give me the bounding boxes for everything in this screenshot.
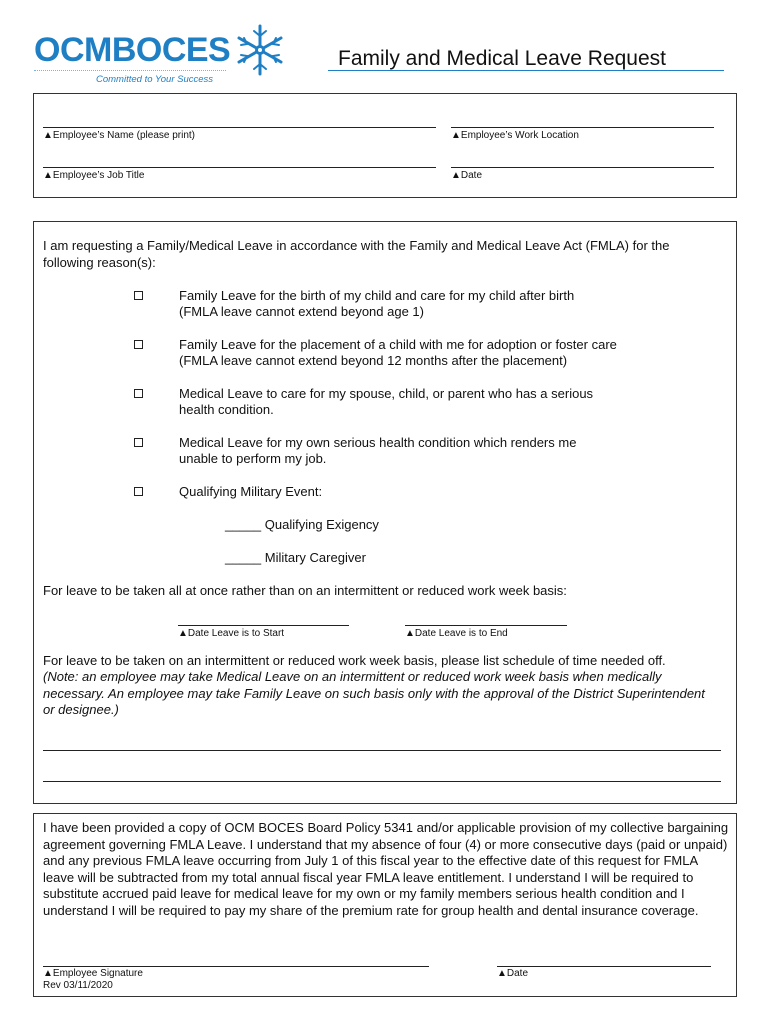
date-label: ▲Date — [451, 170, 483, 181]
request-intro: I am requesting a Family/Medical Leave in accordance with the Family and Medical Leave Act (FMLA) for the following reason(s): — [43, 238, 670, 270]
snowflake-logo-icon — [232, 22, 288, 78]
employee-signature-label: ▲Employee Signature — [43, 968, 143, 979]
logo-tagline: Committed to Your Success — [96, 74, 214, 85]
logo-wordmark: OCMBOCES — [34, 31, 231, 69]
page-title: Family and Medical Leave Request — [338, 47, 667, 70]
reason-birth-line2: (FMLA leave cannot extend beyond age 1) — [179, 304, 424, 319]
work-location-label: ▲Employee’s Work Location — [451, 130, 579, 141]
reason-placement-line1: Family Leave for the placement of a child with me for adoption or foster care — [179, 337, 617, 352]
title-underline — [328, 70, 724, 71]
signature-date-label: ▲Date — [497, 968, 529, 979]
checkbox-military[interactable] — [134, 487, 143, 496]
checkbox-own-health[interactable] — [134, 438, 143, 447]
start-date-field[interactable] — [178, 625, 349, 626]
start-date-label: ▲Date Leave is to Start — [178, 628, 285, 639]
checkbox-placement[interactable] — [134, 340, 143, 349]
schedule-line-2[interactable] — [43, 781, 721, 782]
checkbox-birth[interactable] — [134, 291, 143, 300]
intermittent-note: (Note: an employee may take Medical Leave on an intermittent or reduced work week basis when medically necessary. An employee may take Family Leave on such basis only with the approval of the District Superintendent or designee.) — [43, 669, 705, 717]
reason-own-health-line1: Medical Leave for my own serious health condition which renders me — [179, 435, 577, 450]
checkbox-family-care[interactable] — [134, 389, 143, 398]
job-title-field[interactable] — [43, 167, 436, 168]
employee-signature-field[interactable] — [43, 966, 429, 967]
employee-name-field[interactable] — [43, 127, 436, 128]
reason-military: Qualifying Military Event: — [179, 484, 323, 499]
reason-family-care-line1: Medical Leave to care for my spouse, child, or parent who has a serious — [179, 386, 594, 401]
job-title-label: ▲Employee’s Job Title — [43, 170, 145, 181]
reason-placement-line2: (FMLA leave cannot extend beyond 12 months after the placement) — [179, 353, 568, 368]
once-leave-text: For leave to be taken all at once rather than on an intermittent or reduced work week basis: — [43, 583, 567, 598]
work-location-field[interactable] — [451, 127, 714, 128]
signature-date-field[interactable] — [497, 966, 711, 967]
schedule-line-1[interactable] — [43, 750, 721, 751]
reason-own-health-line2: unable to perform my job. — [179, 451, 327, 466]
employee-name-label: ▲Employee’s Name (please print) — [43, 130, 195, 141]
date-field[interactable] — [451, 167, 714, 168]
reason-family-care-line2: health condition. — [179, 402, 274, 417]
logo-underline — [34, 70, 226, 71]
option-qualifying-exigency[interactable]: _____ Qualifying Exigency — [225, 517, 379, 532]
reason-birth-line1: Family Leave for the birth of my child and care for my child after birth — [179, 288, 575, 303]
acknowledgement-text: I have been provided a copy of OCM BOCES Board Policy 5341 and/or applicable provision of my collective bargaining agreement governing FMLA Leave. I understand that my absence of four (4) or more consecutive days (paid or unpaid) and any previous FMLA leave occurring from July 1 of this fiscal year to the effective date of this request for FMLA leave will be subtracted from my total annual fiscal year FMLA leave entitlement. I understand I will be required to substitute accrued paid leave for medical leave for my own or my family members serious health condition and I understand I will be required to pay my share of the premium rate for group health and dental insurance coverage. — [43, 820, 729, 918]
revision-date: Rev 03/11/2020 — [43, 980, 113, 991]
end-date-field[interactable] — [405, 625, 567, 626]
intermittent-text: For leave to be taken on an intermittent or reduced work week basis, please list schedule of time needed off. — [43, 653, 666, 668]
employee-info-section — [33, 93, 737, 198]
option-military-caregiver[interactable]: _____ Military Caregiver — [225, 550, 366, 565]
end-date-label: ▲Date Leave is to End — [405, 628, 508, 639]
